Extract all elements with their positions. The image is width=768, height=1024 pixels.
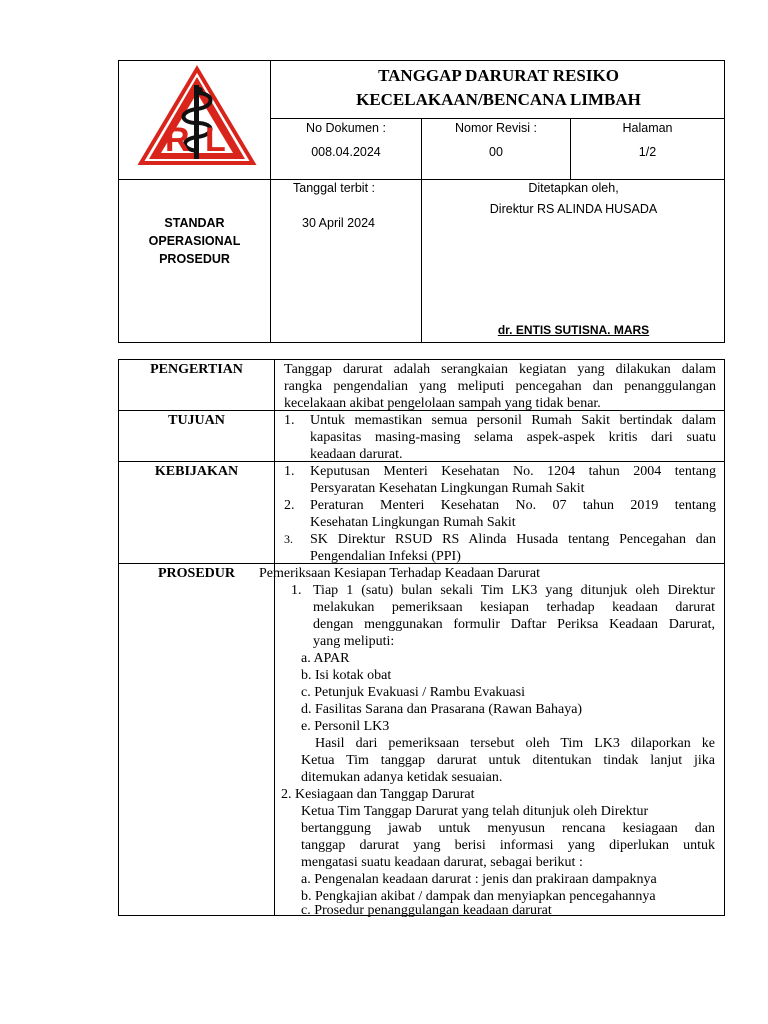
direktur-title: Direktur RS ALINDA HUSADA: [489, 202, 658, 216]
halaman-label: Halaman: [622, 121, 673, 135]
tanggal-terbit-value: 30 April 2024: [302, 216, 375, 230]
hospital-logo: [137, 63, 257, 175]
kebijakan-1-line-2: Persyaratan Kesehatan Lingkungan Rumah Sakit: [310, 481, 585, 496]
step1-result-line-3: ditemukan adanya ketidak sesuaian.: [301, 770, 503, 785]
logo-letter-l: L: [205, 121, 226, 159]
kebijakan-2-number: 2.: [284, 498, 295, 513]
tujuan-label: TUJUAN: [168, 413, 225, 428]
pengertian-line-1: Tanggap darurat adalah serangkaian kegiatan yang dilakukan dalam: [284, 362, 716, 377]
nomor-revisi-label: Nomor Revisi :: [455, 121, 537, 135]
step1-item-e: e. Personil LK3: [301, 719, 390, 734]
logo-triangle-icon: [137, 63, 257, 175]
signer-name: dr. ENTIS SUTISNA. MARS: [497, 323, 650, 337]
no-dokumen-value: 008.04.2024: [311, 145, 381, 159]
step1-item-b: b. Isi kotak obat: [301, 668, 392, 683]
kebijakan-2-line-2: Kesehatan Lingkungan Rumah Sakit: [310, 515, 516, 530]
sop-label: [119, 214, 270, 268]
step1-line-4: yang meliputi:: [313, 634, 395, 649]
content-divider-vertical: [274, 360, 275, 915]
pengertian-line-2: rangka pengendalian yang meliputi pencegahan dan penanggulangan: [284, 379, 716, 394]
title-line-1: TANGGAP DARURAT RESIKO: [378, 66, 619, 85]
step1-line-2: melakukan pemeriksaan kesiapan terhadap keadaan darurat: [313, 600, 715, 615]
step2-title: 2. Kesiagaan dan Tanggap Darurat: [281, 787, 475, 802]
tujuan-line-1: Untuk memastikan semua personil Rumah Sakit bertindak dalam: [310, 413, 716, 428]
prosedur-intro: Pemeriksaan Kesiapan Terhadap Keadaan Darurat: [259, 566, 540, 581]
kebijakan-label: KEBIJAKAN: [154, 464, 239, 479]
pengertian-line-3: kecelakaan akibat pengelolaan sampah yang tidak benar.: [284, 396, 601, 411]
step2-line-2: bertanggung jawab untuk menyusun rencana kesiagaan dan: [301, 821, 715, 836]
document-header: [118, 60, 725, 343]
prosedur-label: PROSEDUR: [157, 566, 235, 581]
step2-item-a: a. Pengenalan keadaan darurat : jenis dan prakiraan dampaknya: [301, 872, 657, 887]
step2-line-4: mengatasi suatu keadaan darurat, sebagai berikut :: [301, 855, 583, 870]
kebijakan-3-line-1: SK Direktur RSUD RS Alinda Husada tentang Pencegahan dan: [310, 532, 716, 547]
step2-line-1: Ketua Tim Tanggap Darurat yang telah ditunjuk oleh Direktur: [301, 804, 649, 819]
step1-number: 1.: [291, 583, 302, 598]
kebijakan-3-line-2: Pengendalian Infeksi (PPI): [310, 549, 461, 564]
step1-line-3: dengan menggunakan formulir Daftar Periksa Keadaan Darurat,: [313, 617, 715, 632]
pengertian-label: PENGERTIAN: [150, 362, 243, 377]
sop-content-table: [118, 359, 725, 916]
kebijakan-1-line-1: Keputusan Menteri Kesehatan No. 1204 tahun 2004 tentang: [310, 464, 716, 479]
step1-item-c: c. Petunjuk Evakuasi / Rambu Evakuasi: [301, 685, 525, 700]
sop-line-2: OPERASIONAL: [148, 234, 241, 248]
document-title: [271, 61, 726, 119]
tujuan-line-2: kapasitas masing-masing selama aspek-aspek kritis dari suatu: [310, 430, 716, 445]
tanggal-terbit-label: Tanggal terbit :: [293, 181, 375, 195]
step2-line-3: tanggap darurat yang berisi informasi yang diperlukan untuk: [301, 838, 715, 853]
sop-line-3: PROSEDUR: [159, 252, 230, 266]
no-dokumen-label: No Dokumen :: [306, 121, 386, 135]
kebijakan-2-line-1: Peraturan Menteri Kesehatan No. 07 tahun 2019 tentang: [310, 498, 716, 513]
tujuan-number: 1.: [284, 413, 295, 428]
halaman-value: 1/2: [638, 145, 657, 159]
sop-line-1: STANDAR: [164, 216, 225, 230]
kebijakan-1-number: 1.: [284, 464, 295, 479]
step1-line-1: Tiap 1 (satu) bulan sekali Tim LK3 yang ditunjuk oleh Direktur: [313, 583, 715, 598]
step1-item-a: a. APAR: [301, 651, 350, 666]
step1-result-line-1: Hasil dari pemeriksaan tersebut oleh Tim LK3 dilaporkan ke: [315, 736, 715, 751]
ditetapkan-label: Ditetapkan oleh,: [528, 181, 619, 195]
step2-item-c: c. Prosedur penanggulangan keadaan darurat: [301, 903, 552, 918]
step1-result-line-2: Ketua Tim tanggap darurat untuk ditentukan tindak lanjut jika: [301, 753, 715, 768]
kebijakan-3-number: 3.: [284, 532, 293, 546]
nomor-revisi-value: 00: [489, 145, 503, 159]
step2-item-b: b. Pengkajian akibat / dampak dan menyiapkan pencegahannya: [301, 889, 656, 904]
title-line-2: KECELAKAAN/BENCANA LIMBAH: [356, 90, 641, 109]
step1-item-d: d. Fasilitas Sarana dan Prasarana (Rawan Bahaya): [301, 702, 583, 717]
logo-letter-r: R: [165, 121, 190, 159]
tujuan-line-3: keadaan darurat.: [310, 447, 403, 462]
